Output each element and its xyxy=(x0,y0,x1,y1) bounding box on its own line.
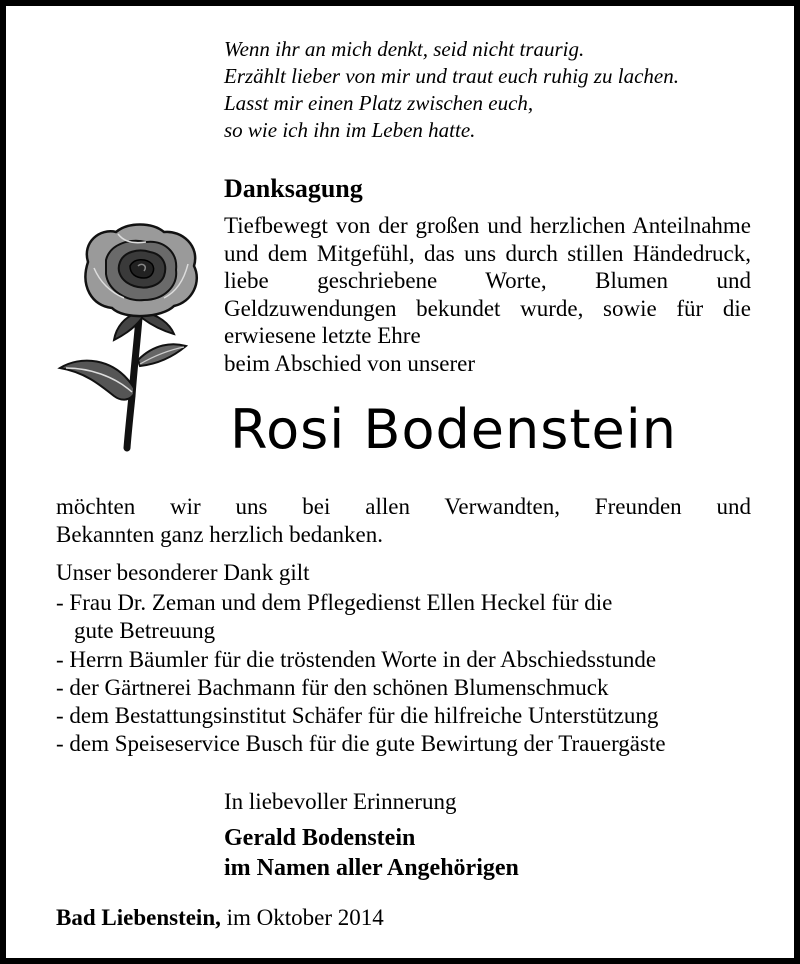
list-item: gute Betreuung xyxy=(74,618,216,644)
date: im Oktober 2014 xyxy=(226,905,384,930)
place-date xyxy=(56,904,384,932)
signer-name: Gerald Bodenstein xyxy=(224,825,416,851)
list-item: - der Gärtnerei Bachmann für den schönen Blumenschmuck xyxy=(56,674,609,700)
place: Bad Liebenstein, xyxy=(56,905,221,930)
intro-paragraph xyxy=(224,212,751,377)
intro-last-line: beim Abschied von unserer xyxy=(224,350,476,376)
heading: Danksagung xyxy=(224,174,363,203)
rose-icon xyxy=(54,216,214,454)
poem-line: so wie ich ihn im Leben hatte. xyxy=(224,118,476,142)
deceased-name: Rosi Bodenstein xyxy=(230,398,677,461)
signer-role: im Namen aller Angehörigen xyxy=(224,855,519,881)
list-item: - dem Bestattungsinstitut Schäfer für die hilfreiche Unterstützung xyxy=(56,703,659,729)
list-item: - dem Speiseservice Busch für die gute Bewirtung der Trauergäste xyxy=(56,731,666,757)
signer xyxy=(224,823,519,883)
body-paragraph xyxy=(56,493,751,549)
list-item: - Frau Dr. Zeman und dem Pflegedienst Ellen Heckel für die xyxy=(56,590,613,615)
poem-line: Lasst mir einen Platz zwischen euch, xyxy=(224,91,534,115)
poem xyxy=(224,36,784,144)
poem-line: Wenn ihr an mich denkt, seid nicht traurig. xyxy=(224,37,585,61)
body-line: Bekannten ganz herzlich bedanken. xyxy=(56,522,383,547)
thanks-list xyxy=(56,589,776,759)
list-item: - Herrn Bäumler für die tröstenden Worte in der Abschiedsstunde xyxy=(56,646,657,672)
body-line: möchten wir uns bei allen Verwandten, Freunden und xyxy=(56,494,751,519)
poem-line: Erzählt lieber von mir und traut euch ruhig zu lachen. xyxy=(224,64,679,88)
thanks-intro: Unser besonderer Dank gilt xyxy=(56,560,310,585)
memory-line: In liebevoller Erinnerung xyxy=(224,789,457,814)
intro-text: Tiefbewegt von der großen und herzlichen Anteilnahme und dem Mitgefühl, das uns durch stillen Händedruck, liebe geschriebene Worte, Blumen und Geldzuwendungen bekundet wurde, sowie für die erwiesene letzte Ehre xyxy=(224,213,751,348)
